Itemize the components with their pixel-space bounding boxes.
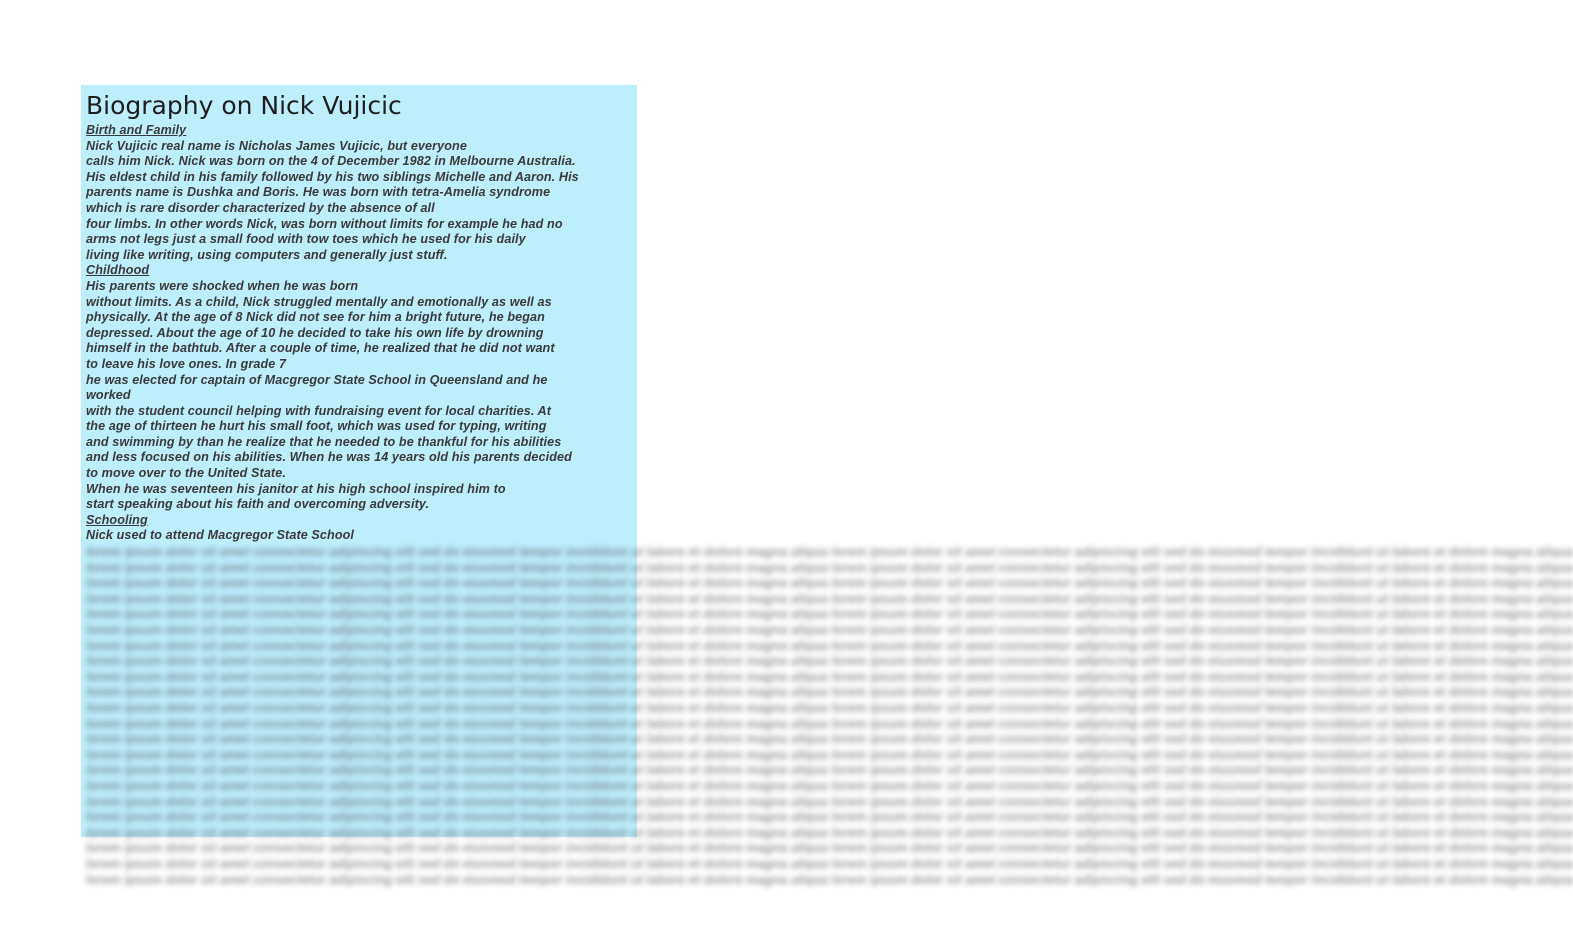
blurred-line: lorem ipsum dolor sit amet consectetur adipiscing elit sed do eiusmod tempor incididunt ut labore et dolore magna aliqua lorem ipsum dolor sit amet consectetur adipiscing elit sed do eiusmod tempor incididunt ut labore et dolore magna aliqua <box>86 825 1573 840</box>
body-line: to move over to the United State. <box>86 466 286 481</box>
blurred-line: lorem ipsum dolor sit amet consectetur adipiscing elit sed do eiusmod tempor incididunt ut labore et dolore magna aliqua lorem ipsum dolor sit amet consectetur adipiscing elit sed do eiusmod tempor incididunt ut labore et dolore magna aliqua <box>86 856 1573 871</box>
blurred-line: lorem ipsum dolor sit amet consectetur adipiscing elit sed do eiusmod tempor incididunt ut labore et dolore magna aliqua lorem ipsum dolor sit amet consectetur adipiscing elit sed do eiusmod tempor incididunt ut labore et dolore magna aliqua <box>86 841 1573 856</box>
blurred-line: lorem ipsum dolor sit amet consectetur adipiscing elit sed do eiusmod tempor incididunt ut labore et dolore magna aliqua lorem ipsum dolor sit amet consectetur adipiscing elit sed do eiusmod tempor incididunt ut labore et dolore magna aliqua <box>86 778 1573 793</box>
body-line: the age of thirteen he hurt his small foot, which was used for typing, writing <box>86 419 547 434</box>
body-line: with the student council helping with fundraising event for local charities. At <box>86 403 552 418</box>
body-line: calls him Nick. Nick was born on the 4 of December 1982 in Melbourne Australia. <box>86 154 576 169</box>
blurred-line: lorem ipsum dolor sit amet consectetur adipiscing elit sed do eiusmod tempor incididunt ut labore et dolore magna aliqua lorem ipsum dolor sit amet consectetur adipiscing elit sed do eiusmod tempor incididunt ut labore et dolore magna aliqua <box>86 685 1573 700</box>
blurred-line: lorem ipsum dolor sit amet consectetur adipiscing elit sed do eiusmod tempor incididunt ut labore et dolore magna aliqua lorem ipsum dolor sit amet consectetur adipiscing elit sed do eiusmod tempor incididunt ut labore et dolore magna aliqua <box>86 654 1573 669</box>
body-line: depressed. About the age of 10 he decided to take his own life by drowning <box>86 325 544 340</box>
body-line: himself in the bathtub. After a couple of time, he realized that he did not want <box>86 341 555 356</box>
document-title: Biography on Nick Vujicic <box>86 91 402 120</box>
blurred-line: lorem ipsum dolor sit amet consectetur adipiscing elit sed do eiusmod tempor incididunt ut labore et dolore magna aliqua lorem ipsum dolor sit amet consectetur adipiscing elit sed do eiusmod tempor incididunt ut labore et dolore magna aliqua <box>86 716 1573 731</box>
section-heading: Birth and Family <box>86 123 187 137</box>
document-content-box <box>81 85 1573 887</box>
body-line: start speaking about his faith and overcoming adversity. <box>86 497 430 512</box>
body-line: parents name is Dushka and Boris. He was born with tetra-Amelia syndrome <box>86 185 551 200</box>
blurred-line: lorem ipsum dolor sit amet consectetur adipiscing elit sed do eiusmod tempor incididunt ut labore et dolore magna aliqua lorem ipsum dolor sit amet consectetur adipiscing elit sed do eiusmod tempor incididunt ut labore et dolore magna aliqua <box>86 700 1573 715</box>
body-line: he was elected for captain of Macgregor State School in Queensland and he <box>86 372 548 387</box>
blurred-line: lorem ipsum dolor sit amet consectetur adipiscing elit sed do eiusmod tempor incididunt ut labore et dolore magna aliqua lorem ipsum dolor sit amet consectetur adipiscing elit sed do eiusmod tempor incididunt ut labore et dolore magna aliqua <box>86 638 1573 653</box>
blurred-line: lorem ipsum dolor sit amet consectetur adipiscing elit sed do eiusmod tempor incididunt ut labore et dolore magna aliqua lorem ipsum dolor sit amet consectetur adipiscing elit sed do eiusmod tempor incididunt ut labore et dolore magna aliqua <box>86 607 1573 622</box>
blurred-continuation-text <box>86 545 1573 888</box>
body-line: His parents were shocked when he was born <box>86 278 359 293</box>
body-line: arms not legs just a small food with tow toes which he used for his daily <box>86 232 526 247</box>
blurred-line: lorem ipsum dolor sit amet consectetur adipiscing elit sed do eiusmod tempor incididunt ut labore et dolore magna aliqua lorem ipsum dolor sit amet consectetur adipiscing elit sed do eiusmod tempor incididunt ut labore et dolore magna aliqua <box>86 747 1573 762</box>
document-body-text <box>86 123 633 544</box>
body-line: four limbs. In other words Nick, was born without limits for example he had no <box>86 216 563 231</box>
blurred-line: lorem ipsum dolor sit amet consectetur adipiscing elit sed do eiusmod tempor incididunt ut labore et dolore magna aliqua lorem ipsum dolor sit amet consectetur adipiscing elit sed do eiusmod tempor incididunt ut labore et dolore magna aliqua <box>86 810 1573 825</box>
blurred-line: lorem ipsum dolor sit amet consectetur adipiscing elit sed do eiusmod tempor incididunt ut labore et dolore magna aliqua lorem ipsum dolor sit amet consectetur adipiscing elit sed do eiusmod tempor incididunt ut labore et dolore magna aliqua <box>86 591 1573 606</box>
blurred-line: lorem ipsum dolor sit amet consectetur adipiscing elit sed do eiusmod tempor incididunt ut labore et dolore magna aliqua lorem ipsum dolor sit amet consectetur adipiscing elit sed do eiusmod tempor incididunt ut labore et dolore magna aliqua <box>86 669 1573 684</box>
blurred-line: lorem ipsum dolor sit amet consectetur adipiscing elit sed do eiusmod tempor incididunt ut labore et dolore magna aliqua lorem ipsum dolor sit amet consectetur adipiscing elit sed do eiusmod tempor incididunt ut labore et dolore magna aliqua <box>86 794 1573 809</box>
section-heading: Schooling <box>86 512 148 527</box>
body-line: and swimming by than he realize that he needed to be thankful for his abilities <box>86 434 562 449</box>
body-line: Nick used to attend Macgregor State School <box>86 528 355 543</box>
blurred-line: lorem ipsum dolor sit amet consectetur adipiscing elit sed do eiusmod tempor incididunt ut labore et dolore magna aliqua lorem ipsum dolor sit amet consectetur adipiscing elit sed do eiusmod tempor incididunt ut labore et dolore magna aliqua <box>86 560 1573 575</box>
blurred-line: lorem ipsum dolor sit amet consectetur adipiscing elit sed do eiusmod tempor incididunt ut labore et dolore magna aliqua lorem ipsum dolor sit amet consectetur adipiscing elit sed do eiusmod tempor incididunt ut labore et dolore magna aliqua <box>86 623 1573 637</box>
blurred-line: lorem ipsum dolor sit amet consectetur adipiscing elit sed do eiusmod tempor incididunt ut labore et dolore magna aliqua lorem ipsum dolor sit amet consectetur adipiscing elit sed do eiusmod tempor incididunt ut labore et dolore magna aliqua <box>86 872 1573 887</box>
body-line: to leave his love ones. In grade 7 <box>86 356 287 371</box>
body-line: living like writing, using computers and generally just stuff. <box>86 247 448 262</box>
blurred-line: lorem ipsum dolor sit amet consectetur adipiscing elit sed do eiusmod tempor incididunt ut labore et dolore magna aliqua lorem ipsum dolor sit amet consectetur adipiscing elit sed do eiusmod tempor incididunt ut labore et dolore magna aliqua <box>86 545 1573 560</box>
body-line: worked <box>86 388 131 403</box>
body-line: His eldest child in his family followed by his two siblings Michelle and Aaron. His <box>86 169 579 184</box>
body-line: without limits. As a child, Nick struggled mentally and emotionally as well as <box>86 294 552 309</box>
body-line: which is rare disorder characterized by the absence of all <box>86 200 435 215</box>
blurred-line: lorem ipsum dolor sit amet consectetur adipiscing elit sed do eiusmod tempor incididunt ut labore et dolore magna aliqua lorem ipsum dolor sit amet consectetur adipiscing elit sed do eiusmod tempor incididunt ut labore et dolore magna aliqua <box>86 763 1573 778</box>
body-line: and less focused on his abilities. When he was 14 years old his parents decided <box>86 450 572 465</box>
body-line: When he was seventeen his janitor at his high school inspired him to <box>86 481 506 496</box>
section-heading: Childhood <box>86 263 150 278</box>
blurred-line: lorem ipsum dolor sit amet consectetur adipiscing elit sed do eiusmod tempor incididunt ut labore et dolore magna aliqua lorem ipsum dolor sit amet consectetur adipiscing elit sed do eiusmod tempor incididunt ut labore et dolore magna aliqua <box>86 576 1573 591</box>
blurred-line: lorem ipsum dolor sit amet consectetur adipiscing elit sed do eiusmod tempor incididunt ut labore et dolore magna aliqua lorem ipsum dolor sit amet consectetur adipiscing elit sed do eiusmod tempor incididunt ut labore et dolore magna aliqua <box>86 732 1573 747</box>
body-line: Nick Vujicic real name is Nicholas James Vujicic, but everyone <box>86 138 467 153</box>
body-line: physically. At the age of 8 Nick did not see for him a bright future, he began <box>86 310 545 325</box>
